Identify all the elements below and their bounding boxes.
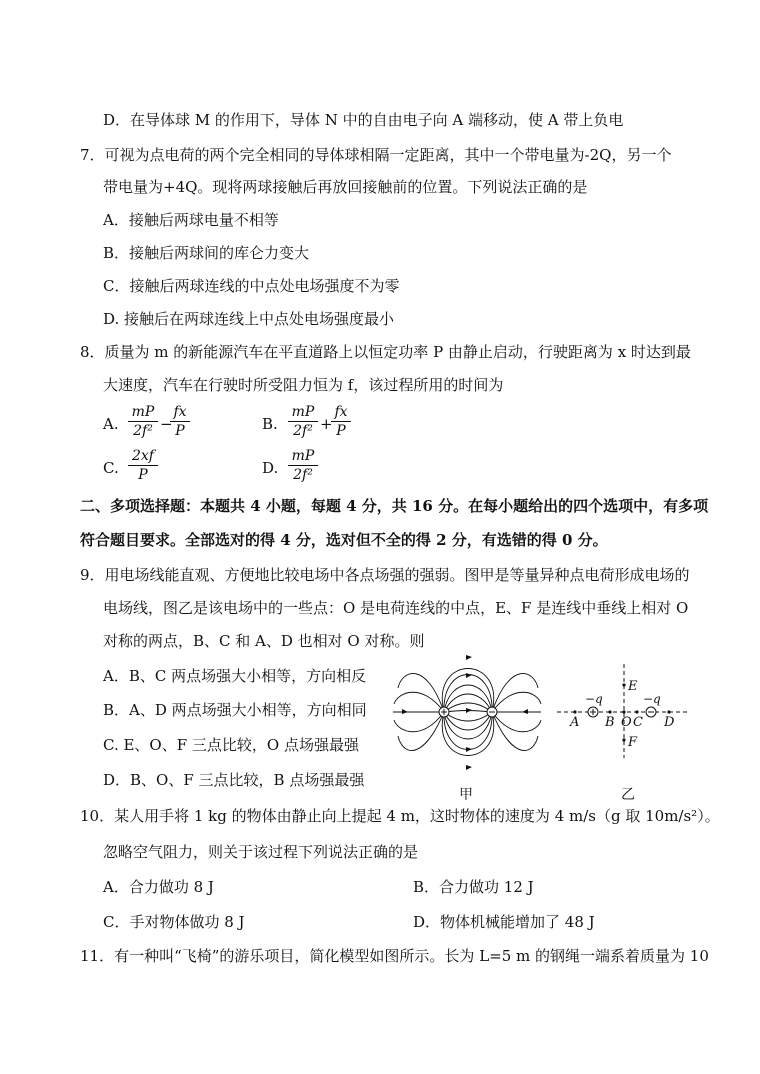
section2-heading-line1: 二、多项选择题：本题共 4 小题，每题 4 分，共 16 分。在每小题给出的四个选项中，有多项 (80, 497, 709, 515)
q8-option-c-frac: 2xf P (128, 448, 158, 483)
label-O: O (621, 715, 632, 730)
figure-yi-caption: 乙 (621, 787, 635, 803)
q10-option-c: C．手对物体做功 8 J (103, 913, 245, 931)
q10-stem-line2: 忽略空气阻力，则关于该过程下列说法正确的是 (103, 843, 419, 861)
section2-heading-line2: 符合题目要求。全部选对的得 4 分，选对但不全的得 2 分，有选错的得 0 分。 (80, 531, 608, 549)
q8-option-a-frac2: fx P (170, 404, 190, 439)
figure-jia-field-lines (392, 652, 542, 776)
label-neg-q-left: −q (585, 692, 603, 706)
q9-stem-line1: 9．用电场线能直观、方便地比较电场中各点场强的强弱。图甲是等量异种点电荷形成电场的 (80, 566, 690, 584)
label-C: C (633, 715, 643, 730)
q8-option-b-label: B. (262, 415, 278, 433)
q8-option-a-frac1: mP 2f² (128, 404, 158, 439)
q7-option-a: A．接触后两球电量不相等 (103, 211, 279, 229)
q8-option-b-op: + (320, 415, 333, 433)
q7-option-d: D. 接触后在两球连线上中点处电场强度最小 (103, 310, 395, 328)
q8-option-c-label: C. (103, 459, 119, 477)
q11-stem-line1: 11．有一种叫“飞椅”的游乐项目，简化模型如图所示。长为 L=5 m 的钢绳一端系着质量为 10 (80, 947, 709, 965)
q8-option-d-frac: mP 2f² (288, 448, 318, 483)
q10-option-a: A．合力做功 8 J (103, 878, 214, 896)
label-D: D (664, 715, 675, 730)
label-F: F (628, 735, 638, 750)
figure-jia-caption: 甲 (459, 787, 473, 803)
label-A: A (570, 715, 580, 730)
q8-option-a-op: − (160, 415, 173, 433)
q8-stem-line1: 8．质量为 m 的新能源汽车在平直道路上以恒定功率 P 由静止启动，行驶距离为 x 时达到最 (80, 343, 691, 361)
q7-stem-line1: 7．可视为点电荷的两个完全相同的导体球相隔一定距离，其中一个带电量为-2Q，另一个 (80, 146, 672, 164)
q10-option-b: B．合力做功 12 J (413, 878, 534, 896)
q9-option-a: A．B、C 两点场强大小相等，方向相反 (103, 667, 367, 685)
q7-stem-line2: 带电量为+4Q。现将两球接触后再放回接触前的位置。下列说法正确的是 (103, 178, 588, 196)
label-E: E (628, 679, 638, 694)
q9-stem-line2: 电场线，图乙是该电场中的一些点：O 是电荷连线的中点，E、F 是连线中垂线上相对 O (103, 599, 689, 617)
q9-option-c: C. E、O、F 三点比较，O 点场强最强 (103, 736, 359, 754)
label-neg-q-right: −q (643, 692, 661, 706)
q10-option-d: D．物体机械能增加了 48 J (413, 913, 595, 931)
label-B: B (605, 715, 615, 730)
q9-option-d: D．B、O、F 三点比较，B 点场强最强 (103, 771, 365, 789)
q7-option-c: C．接触后两球连线的中点处电场强度不为零 (103, 277, 400, 295)
q9-stem-line3: 对称的两点，B、C 和 A、D 也相对 O 对称。则 (103, 632, 425, 650)
q8-option-b-frac2: fx P (331, 404, 351, 439)
q10-stem-line1: 10．某人用手将 1 kg 的物体由静止向上提起 4 m，这时物体的速度为 4 m/s（g 取 10m/s²）。 (80, 807, 720, 825)
q8-option-b-frac1: mP 2f² (288, 404, 318, 439)
q8-option-a-label: A. (103, 415, 119, 433)
figure-yi-diagram (553, 662, 693, 762)
q9-option-b: B．A、D 两点场强大小相等，方向相同 (103, 701, 367, 719)
q7-option-b: B．接触后两球间的库仑力变大 (103, 244, 310, 262)
q8-stem-line2: 大速度，汽车在行驶时所受阻力恒为 f，该过程所用的时间为 (103, 376, 504, 394)
q8-option-d-label: D. (262, 459, 279, 477)
q6-option-d: D．在导体球 M 的作用下，导体 N 中的自由电子向 A 端移动，使 A 带上负电 (103, 111, 624, 129)
